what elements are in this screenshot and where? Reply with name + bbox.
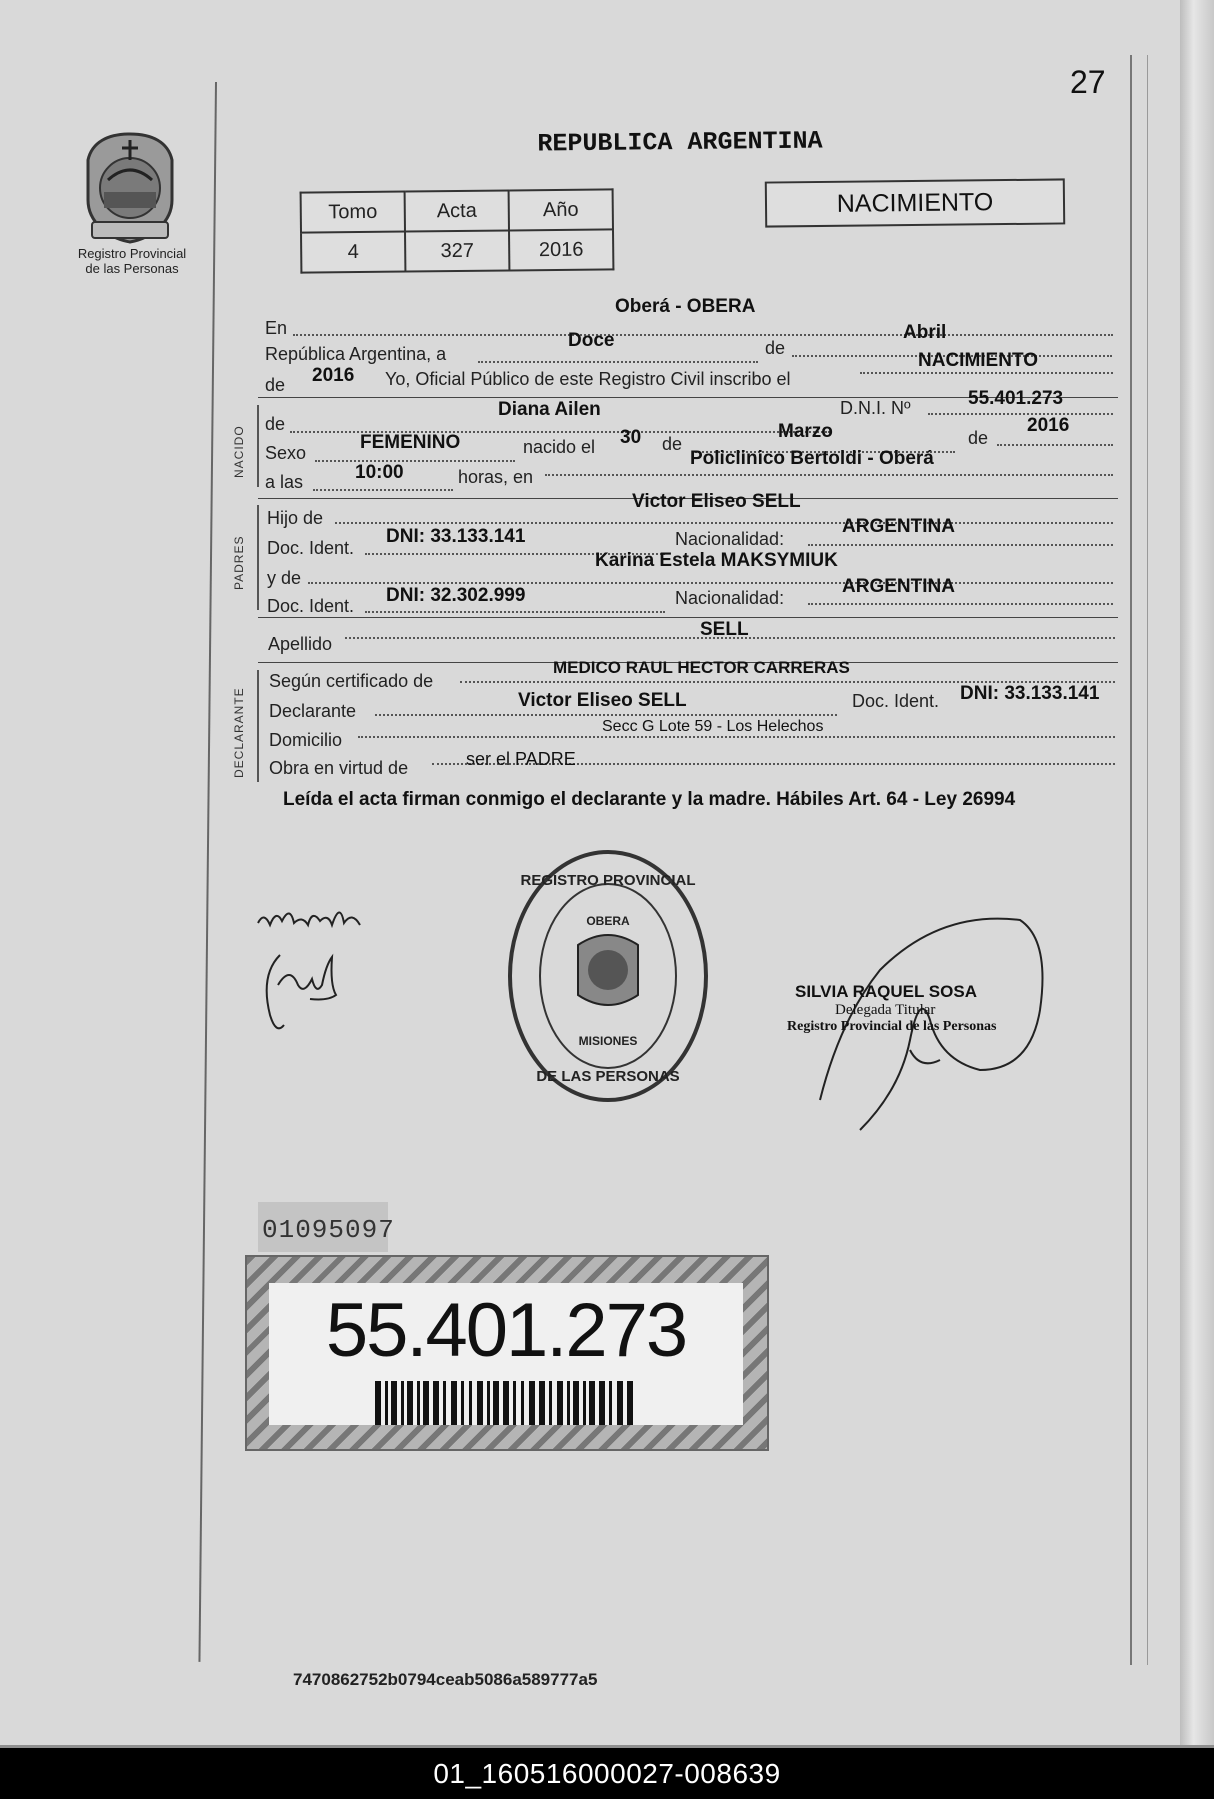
nacido-de-label: de: [265, 414, 286, 434]
section-divider: [258, 617, 1118, 618]
declarant-signature: [250, 895, 400, 1055]
mother-doc-value: DNI: 32.302.999: [386, 585, 526, 606]
de-label-2: de: [662, 434, 683, 454]
padres-section-label: PADRES: [232, 535, 246, 590]
nacionalidad-label-2: Nacionalidad:: [675, 588, 785, 608]
table-value-acta: 327: [405, 230, 509, 271]
apellido-value: SELL: [700, 619, 749, 640]
dotted-line: [860, 372, 1113, 374]
dotted-line: [478, 361, 758, 363]
table-value-tomo: 4: [301, 232, 405, 273]
dotted-line: [315, 460, 515, 462]
table-header-tomo: Tomo: [301, 192, 405, 233]
father-nat-value: ARGENTINA: [842, 516, 955, 537]
dotted-line: [293, 334, 1113, 336]
sexo-label: Sexo: [265, 443, 307, 463]
dotted-line: [997, 444, 1113, 446]
a-las-label: a las: [265, 472, 304, 492]
official-role: Delegada Titular: [835, 1002, 936, 1018]
doc-ident-label: Doc. Ident.: [267, 538, 355, 558]
certificado-value: MEDICO RAUL HECTOR CARRERAS: [553, 658, 850, 677]
apellido-label: Apellido: [268, 634, 333, 654]
obra-label: Obra en virtud de: [269, 758, 409, 778]
declarante-value: Victor Eliseo SELL: [518, 690, 687, 711]
official-office: Registro Provincial de las Personas: [787, 1019, 997, 1034]
page-edge: [1180, 0, 1214, 1745]
month-value: Abril: [903, 322, 947, 343]
mother-nat-value: ARGENTINA: [842, 576, 955, 597]
doc-ident-label-2: Doc. Ident.: [267, 596, 355, 616]
hijo-de-label: Hijo de: [267, 508, 324, 528]
emblem-caption: [62, 246, 202, 276]
padres-bar: [257, 505, 259, 610]
father-name-value: Victor Eliseo SELL: [632, 491, 801, 512]
nacionalidad-label: Nacionalidad:: [675, 529, 785, 549]
domicilio-label: Domicilio: [269, 730, 343, 750]
dotted-line: [808, 544, 1113, 546]
table-value-ano: 2016: [509, 229, 613, 270]
dotted-line: [808, 603, 1113, 605]
republica-label: República Argentina, a: [265, 344, 447, 364]
declarante-doc-value: DNI: 33.133.141: [960, 683, 1100, 704]
svg-text:DE LAS PERSONAS: DE LAS PERSONAS: [536, 1068, 680, 1085]
horas-label: horas, en: [458, 467, 534, 487]
official-block: [787, 982, 1045, 1035]
official-name: SILVIA RAQUEL SOSA: [795, 982, 977, 1001]
birth-year-value: 2016: [1027, 415, 1070, 436]
closing-text: Leída el acta firman conmigo el declarante y la madre. Hábiles Art. 64 - Ley 26994: [283, 789, 1016, 810]
child-name-value: Diana Ailen: [498, 399, 601, 420]
nacido-section-label: NACIDO: [232, 425, 246, 478]
declarante-doc-label: Doc. Ident.: [852, 691, 940, 711]
sticker-inner: [269, 1283, 743, 1425]
dni-label: D.N.I. Nº: [840, 398, 911, 418]
dotted-line: [313, 489, 453, 491]
de2-label: de: [265, 375, 286, 395]
register-table: [300, 188, 615, 273]
record-type-box: NACIMIENTO: [765, 178, 1065, 227]
nacido-bar: [257, 405, 259, 487]
footer-id: 01_160516000027-008639: [433, 1758, 781, 1789]
obra-value: ser el PADRE: [466, 749, 576, 769]
emblem-line-2: de las Personas: [85, 261, 179, 276]
dotted-line: [375, 714, 837, 716]
document-title: REPUBLICA ARGENTINA: [537, 126, 823, 159]
en-label: En: [265, 318, 288, 338]
father-doc-value: DNI: 33.133.141: [386, 526, 526, 547]
province-emblem: [78, 130, 182, 246]
inscribed-value: NACIMIENTO: [918, 350, 1038, 371]
sexo-value: FEMENINO: [360, 432, 461, 453]
svg-text:REGISTRO PROVINCIAL: REGISTRO PROVINCIAL: [520, 872, 696, 889]
declarante-label: Declarante: [269, 701, 357, 721]
table-header-ano: Año: [509, 189, 613, 230]
dotted-line: [928, 413, 1113, 415]
certificado-label: Según certificado de: [269, 671, 434, 691]
place-value: Oberá - OBERA: [615, 296, 756, 317]
document-hash: 7470862752b0794ceab5086a589777a5: [293, 1670, 598, 1689]
yo-text: Yo, Oficial Público de este Registro Civil inscribo el: [385, 369, 791, 389]
dotted-line: [308, 582, 1113, 584]
birth-time-value: 10:00: [355, 462, 404, 483]
dotted-line: [358, 736, 1115, 738]
serial-stamp: 01095097: [262, 1215, 395, 1245]
birth-month-value: Marzo: [778, 421, 833, 442]
dotted-line: [545, 474, 1113, 476]
table-header-acta: Acta: [405, 190, 509, 231]
right-margin-line-2: [1147, 55, 1148, 1665]
sticker-number: 55.401.273: [325, 1288, 687, 1373]
year-value: 2016: [312, 365, 355, 386]
child-dni-value: 55.401.273: [968, 388, 1064, 409]
page-number: 27: [1070, 64, 1106, 100]
dotted-line: [335, 522, 1113, 524]
day-word-value: Doce: [568, 330, 615, 351]
svg-text:MISIONES: MISIONES: [578, 1034, 638, 1048]
barcode: [375, 1381, 637, 1425]
de-label: de: [765, 338, 786, 358]
de-label-3: de: [968, 428, 989, 448]
y-de-label: y de: [267, 568, 302, 588]
official-seal: [503, 845, 713, 1107]
domicilio-value: Secc G Lote 59 - Los Helechos: [602, 718, 824, 735]
svg-text:OBERA: OBERA: [586, 914, 630, 928]
declarante-bar: [257, 670, 259, 782]
id-sticker: [245, 1255, 769, 1451]
right-margin-line: [1130, 55, 1132, 1665]
birth-place-value: Policlinico Bertoldi - Oberá: [690, 448, 934, 469]
emblem-line-1: Registro Provincial: [77, 246, 187, 261]
nacido-el-label: nacido el: [523, 437, 596, 457]
birth-day-value: 30: [620, 427, 642, 448]
declarante-section-label: DECLARANTE: [232, 687, 246, 778]
dotted-line: [365, 611, 665, 613]
mother-name-value: Karina Estela MAKSYMIUK: [595, 550, 838, 571]
footer-id-bar: [0, 1748, 1214, 1799]
